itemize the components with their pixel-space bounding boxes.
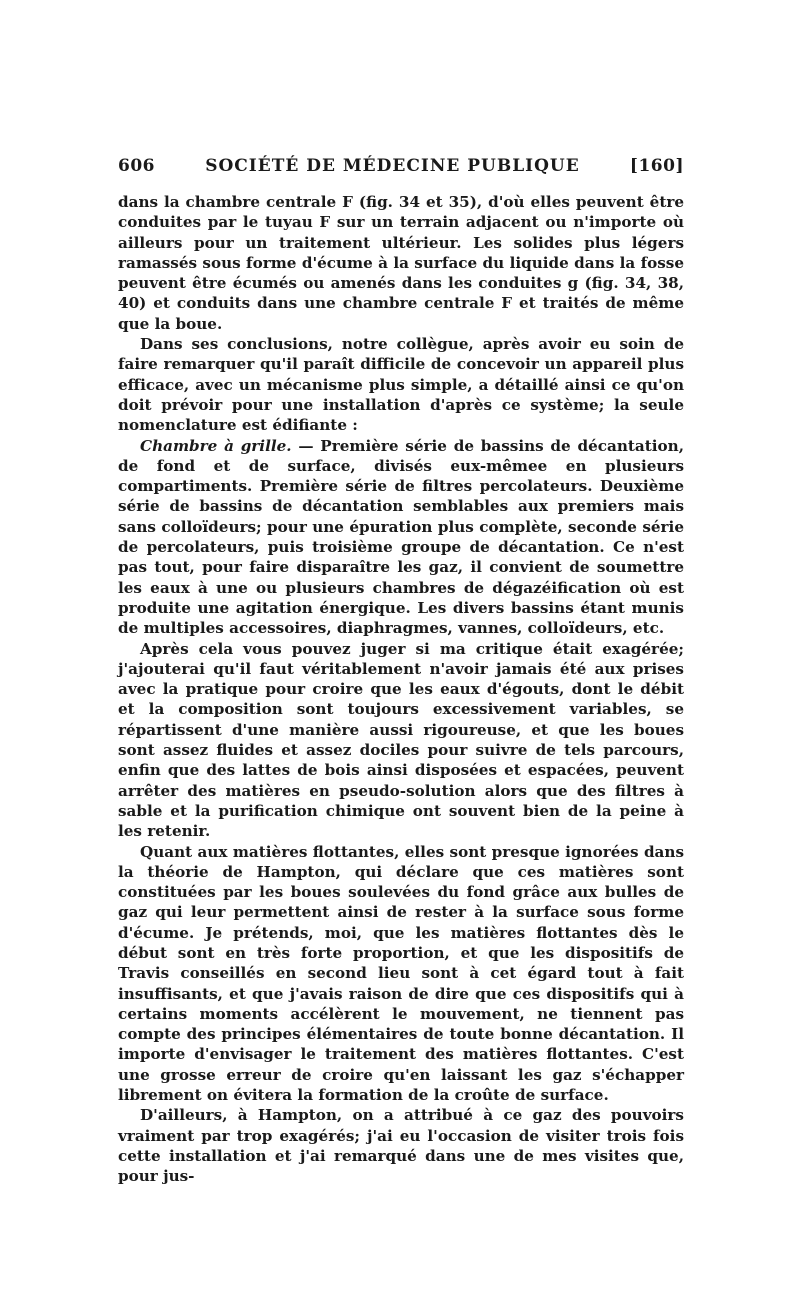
- running-header: [118, 156, 684, 176]
- paragraph: [118, 842, 684, 1106]
- paragraph-text: Dans ses conclusions, notre collègue, après avoir eu soin de faire remarquer qu'il paraît difficile de concevoir un appareil plus efficace, avec un mécanisme plus simple, a détaillé ainsi ce qu'on doit prévoir pour une installation d'après ce système; la seule nomenclature est édifiante :: [118, 335, 684, 435]
- paragraph-text: — Première série de bassins de décantation, de fond et de surface, divisés eux-mêmee en plusieurs compartiments. Première série de filtres percolateurs. Deuxième série de bassins de décantation semblables aux premiers mais sans colloïdeurs; pour une épuration plus complète, seconde série de percolateurs, puis troisième groupe de décantation. Ce n'est pas tout, pour faire disparaître les gaz, il convient de soumettre les eaux à une ou plusieurs chambres de dégazéification où est produite une agitation énergique. Les divers bassins étant munis de multiples accessoires, diaphragmes, vannes, colloïdeurs, etc.: [118, 436, 684, 638]
- book-page: [118, 156, 684, 1187]
- body-text: [118, 192, 684, 1187]
- paragraph-text: D'ailleurs, à Hampton, on a attribué à ce gaz des pouvoirs vraiment par trop exagérés; j'ai eu l'occasion de visiter trois fois cette installation et j'ai remarqué dans une de mes visites que, pour jus-: [118, 1106, 684, 1186]
- paragraph: [118, 1105, 684, 1186]
- paragraph-text: Quant aux matières flottantes, elles sont presque ignorées dans la théorie de Hampton, qui déclare que ces matières sont constituées par les boues soulevées du fond grâce aux bulles de gaz qui leur permettent ainsi de rester à la surface sous forme d'écume. Je prétends, moi, que les matières flottantes dès le début sont en très forte proportion, et que les dispositifs de Travis conseillés en second lieu sont à cet égard tout à fait insuffisants, et que j'avais raison de dire que ces dispositifs qui à certains moments accélèrent le mouvement, ne tiennent pas compte des principes élémentaires de toute bonne décantation. Il importe d'envisager le traitement des matières flottantes. C'est une grosse erreur de croire qu'en laissant les gaz s'échapper librement on évitera la formation de la croûte de surface.: [118, 842, 684, 1105]
- paragraph-lead: Chambre à grille.: [140, 436, 292, 455]
- paragraph-text: dans la chambre centrale F (fig. 34 et 35), d'où elles peuvent être conduites par le tuyau F sur un terrain adjacent ou n'importe où ailleurs pour un traitement ultérieur. Les solides plus légers ramassés sous forme d'écume à la surface du liquide dans la fosse peuvent être écumés ou amenés dans les conduites g (fig. 34, 38, 40) et conduits dans une chambre centrale F et traités de même que la boue.: [118, 193, 684, 333]
- paragraph: [118, 192, 684, 334]
- running-title: SOCIÉTÉ DE MÉDECINE PUBLIQUE: [205, 156, 580, 176]
- section-number: [160]: [629, 156, 684, 176]
- page-number: 606: [118, 156, 155, 176]
- paragraph: [118, 334, 684, 435]
- paragraph: [118, 639, 684, 842]
- paragraph-text: Après cela vous pouvez juger si ma critique était exagérée; j'ajouterai qu'il faut véritablement n'avoir jamais été aux prises avec la pratique pour croire que les eaux d'égouts, dont le débit et la composition sont toujours excessivement variables, se répartissent d'une manière aussi rigoureuse, et que les boues sont assez fluides et assez dociles pour suivre de tels parcours, enfin que des lattes de bois ainsi disposées et espacées, peuvent arrêter des matières en pseudo-solution alors que des filtres à sable et la purification chimique ont souvent bien de la peine à les retenir.: [118, 639, 684, 841]
- paragraph: [118, 436, 684, 639]
